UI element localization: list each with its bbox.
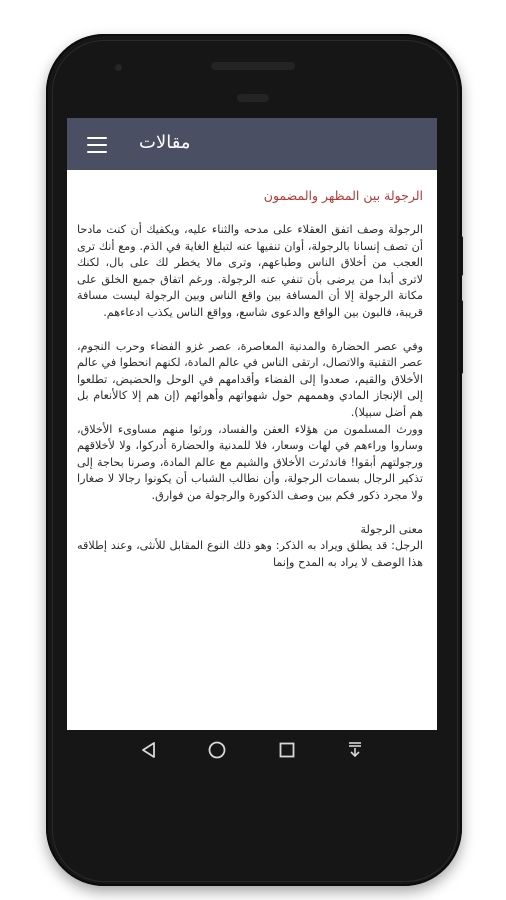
article-view[interactable]	[67, 170, 437, 730]
hamburger-menu-icon[interactable]	[87, 137, 107, 153]
app-toolbar	[67, 118, 437, 170]
article-paragraph: الرجولة وصف اتفق العقلاء على مدحه والثناء عليه، ويكفيك أن كنت مادحا أن تصف إنسانا بالرجولة، أوان تنفيها عنه لتبلغ الغاية في الذم. ومع أنك ترى العجب من أخلاق الناس وطباعهم، وترى مالا يخطر لك على بال، لكنك لاترى أبدا من يرضى بأن تنفي عنه الرجولة. ورغم اتفاق جميع الخلق على مكانة الرجولة إلا أن المسافة بين واقع الناس وبين الرجولة ليست مسافة قريبة، فالبون بين الواقع والدعوى شاسع، وواقع الناس يكذب ادعاءهم.	[77, 223, 423, 319]
article-paragraph: وفي عصر الحضارة والمدنية المعاصرة، عصر غزو الفضاء وحرب النجوم، عصر التقنية والاتصال، ارتقى الناس في عالم المادة، لكنهم انحطوا في عالم الأخلاق والقيم، صعدوا إلى الفضاء وأقدامهم في الوحل والحضيض، تطلعوا إلى الإنجاز المادي وهممهم حول شهواتهم وأهوائهم (إن هم إلا كالأنعام بل هم أضل سبيلا).	[77, 339, 423, 419]
volume-button	[459, 300, 463, 374]
power-button	[459, 236, 463, 276]
toolbar-title: مقالات	[139, 132, 191, 153]
keyboard-hide-icon[interactable]	[345, 740, 365, 760]
circle-home-icon[interactable]	[207, 740, 227, 760]
app-screen	[67, 118, 437, 730]
article-body	[77, 222, 423, 571]
system-navigation-bar	[67, 730, 437, 770]
article-title: الرجولة بين المظهر والمضمون	[263, 188, 423, 203]
square-recents-icon[interactable]	[277, 740, 297, 760]
proximity-sensor	[237, 94, 269, 102]
article-subheading: معنى الرجولة	[360, 522, 423, 536]
triangle-back-icon[interactable]	[139, 740, 159, 760]
article-paragraph: الرجل: قد يطلق ويراد به الذكر: وهو ذلك النوع المقابل للأنثى، وعند إطلاقه هذا الوصف لا يراد به المدح وإنما	[77, 539, 423, 569]
front-camera	[115, 64, 122, 71]
earpiece-speaker	[211, 62, 295, 70]
article-paragraph: وورث المسلمون من هؤلاء العفن والفساد، ورثوا منهم مساوىء الأخلاق، وساروا وراءهم في لهات وسعار، فلا للمدنية والحضارة أدركوا، ولا لأخلاقهم ورجولتهم أبقوا! فاندثرت الأخلاق والشيم مع عالم المادة، وصرنا بحاجة إلى تذكير الرجال بسمات الرجولة، وأن نطالب الشباب أن يكونوا رجالا لا صغارا ولا مجرد ذكور فكم بين وصف الذكورة والرجولة من فوارق.	[77, 422, 423, 502]
